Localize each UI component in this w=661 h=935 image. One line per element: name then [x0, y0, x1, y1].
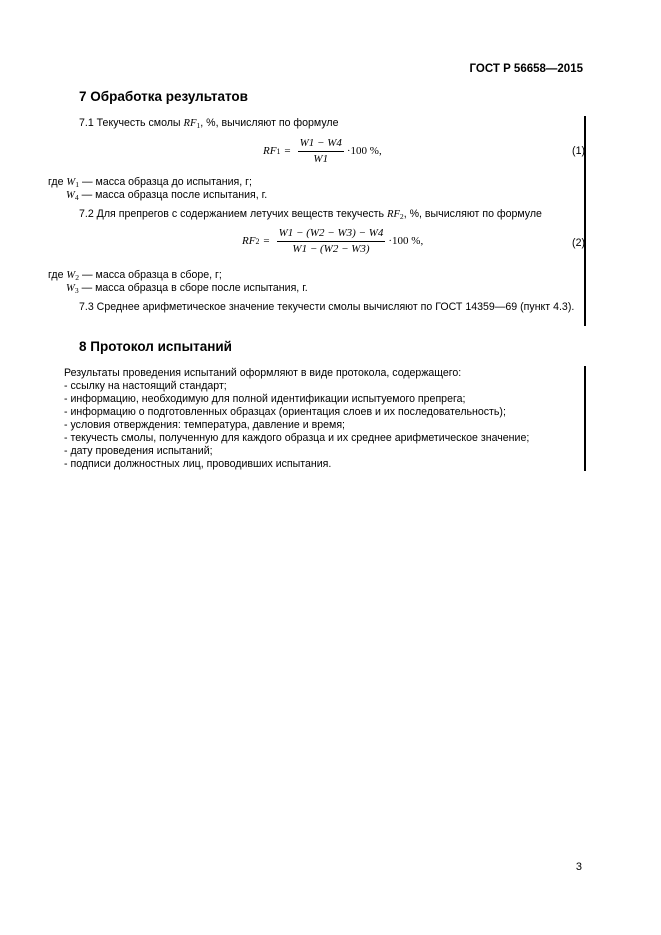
- paragraph-7-2-text: 7.2 Для препрегов с содержанием летучих веществ текучесть: [79, 208, 385, 220]
- formula-2-eq: =: [263, 235, 270, 248]
- where-w2-text: — масса образца в сборе, г;: [82, 269, 222, 281]
- formula-1-number: (1): [572, 145, 585, 157]
- formula-2-numerator: W1 − (W2 − W3) − W4: [277, 227, 386, 242]
- var-sub: 1: [75, 179, 80, 189]
- formula-1-numerator: W1 − W4: [298, 137, 344, 152]
- formula-1: [263, 137, 382, 166]
- where-label: где: [48, 176, 64, 188]
- formula-2: [242, 227, 423, 256]
- var-rf: RF: [183, 118, 197, 129]
- formula-1-fraction: [298, 137, 344, 166]
- var-sub: 2: [399, 211, 404, 221]
- where-w3: [66, 282, 308, 296]
- where-label: где: [48, 269, 64, 281]
- page-number: 3: [575, 861, 582, 873]
- protocol-intro: Результаты проведения испытаний оформляют в виде протокола, содержащего:: [64, 367, 462, 379]
- formula-2-tail: ·100 %,: [388, 235, 424, 248]
- formula-1-lhs-sub: 1: [276, 146, 281, 156]
- paragraph-7-3: 7.3 Среднее арифметическое значение текучести смолы вычисляют по ГОСТ 14359—69 (пункт 4.3).: [79, 301, 575, 313]
- where-w4-text: — масса образца после испытания, г.: [81, 189, 268, 201]
- paragraph-7-1-text: 7.1 Текучесть смолы: [79, 117, 181, 129]
- paragraph-7-1-tail: , %, вычисляют по формуле: [200, 117, 339, 129]
- where-w4: [66, 189, 267, 203]
- var-w: W: [66, 190, 75, 201]
- var-w: W: [66, 270, 76, 281]
- formula-2-lhs-sub: 2: [255, 236, 260, 246]
- formula-2-lhs: RF: [242, 235, 256, 248]
- list-item: - подписи должностных лиц, проводивших испытания.: [64, 458, 332, 470]
- where-w2: [48, 269, 222, 283]
- where-w1: [48, 176, 252, 190]
- formula-1-eq: =: [284, 145, 291, 158]
- paragraph-7-2: [79, 208, 542, 222]
- list-item: - условия отверждения: температура, давление и время;: [64, 419, 345, 431]
- paragraph-7-1: [79, 117, 338, 131]
- formula-2-fraction: [277, 227, 386, 256]
- formula-1-lhs: RF: [263, 145, 277, 158]
- paragraph-7-2-tail: , %, вычисляют по формуле: [403, 208, 542, 220]
- section-8-title: 8 Протокол испытаний: [79, 339, 232, 354]
- list-item: - ссылку на настоящий стандарт;: [64, 380, 227, 392]
- where-w1-text: — масса образца до испытания, г;: [82, 176, 252, 188]
- list-item: - дату проведения испытаний;: [64, 445, 213, 457]
- formula-1-tail: ·100 %,: [346, 145, 382, 158]
- section-7-title: 7 Обработка результатов: [79, 89, 248, 104]
- change-bar: [584, 366, 586, 471]
- var-rf: RF: [386, 209, 400, 220]
- list-item: - текучесть смолы, полученную для каждого образца и их среднее арифметическое значение;: [64, 432, 530, 444]
- protocol-list: [64, 380, 529, 471]
- list-item: - информацию, необходимую для полной идентификации испытуемого препрега;: [64, 393, 466, 405]
- var-sub: 3: [74, 285, 79, 295]
- where-w3-text: — масса образца в сборе после испытания, г.: [81, 282, 308, 294]
- formula-2-denominator: W1 − (W2 − W3): [292, 243, 370, 256]
- formula-2-number: (2): [572, 237, 585, 249]
- list-item: - информацию о подготовленных образцах (ориентация слоев и их последовательность);: [64, 406, 506, 418]
- formula-1-denominator: W1: [313, 153, 329, 166]
- var-sub: 4: [74, 192, 79, 202]
- var-sub: 2: [75, 272, 80, 282]
- var-w: W: [66, 283, 75, 294]
- var-w: W: [66, 177, 76, 188]
- var-sub: 1: [196, 120, 201, 130]
- document-code: ГОСТ Р 56658—2015: [469, 63, 583, 75]
